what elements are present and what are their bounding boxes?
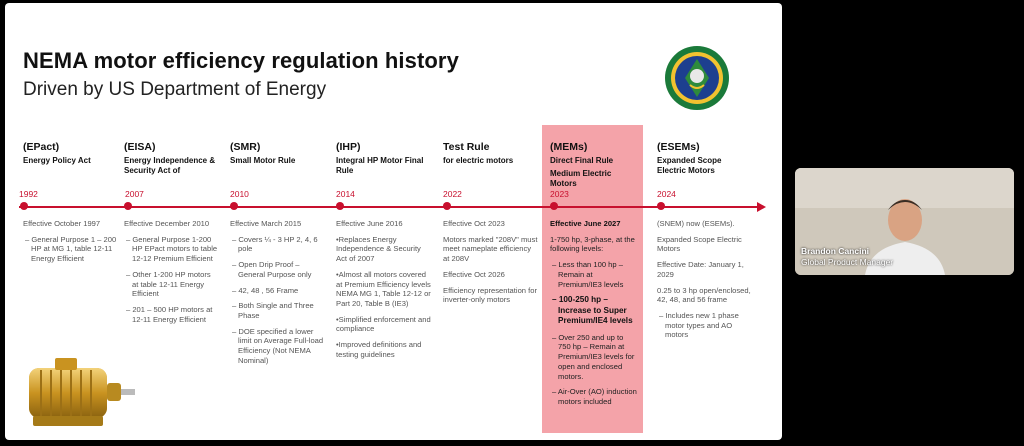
doe-seal-icon (664, 45, 730, 111)
effective-date: Effective June 2016 (336, 219, 403, 228)
year-label: 2024 (657, 189, 676, 199)
timeline-dot (230, 202, 238, 210)
col-fullname: Small Motor Rule (230, 156, 296, 165)
presenter-nametag (801, 246, 893, 268)
bullet: – Over 250 and up to 750 hp – Remain at Premium/IE3 levels for open and enclosed motors. (552, 332, 635, 381)
timeline-col-test-rule (443, 141, 538, 166)
timeline-col-mems (550, 141, 638, 189)
presenter-video[interactable] (795, 168, 1014, 275)
year-label: 2023 (550, 189, 569, 199)
col-acronym: (ESEMs) (657, 141, 700, 153)
col-fullname: Energy Independence & Security Act of (124, 156, 216, 175)
bullet: •Almost all motors covered at Premium Efficiency levels NEMA MG 1, Table 12-12 or Part 20, Table B (IE3) (336, 269, 431, 308)
timeline-col-eisa (124, 141, 219, 176)
year-label: 1992 (19, 189, 38, 199)
year-label: 2010 (230, 189, 249, 199)
col-body (550, 219, 638, 413)
timeline-col-esems (657, 141, 752, 176)
effective-date: Effective Date: January 1, 2029 (657, 260, 744, 279)
bullet: – Air-Over (AO) induction motors included (552, 387, 637, 406)
col-fullname: Direct Final Rule (550, 156, 614, 165)
bullet: – 201 – 500 HP motors at 12-11 Energy Efficient (126, 304, 213, 324)
col-body (230, 219, 325, 371)
timeline-col-ihp (336, 141, 431, 176)
col-fullname: Energy Policy Act (23, 156, 91, 165)
presentation-slide (5, 3, 782, 440)
bullet: Expanded Scope Electric Motors (657, 234, 742, 254)
col-body (23, 219, 118, 270)
bullet: 0.25 to 3 hp open/enclosed, 42, 48, and 56 frame (657, 285, 751, 305)
col-acronym: (EISA) (124, 141, 156, 153)
bullet: – Includes new 1 phase motor types and AO motors (659, 310, 739, 340)
year-label: 2022 (443, 189, 462, 199)
col-acronym: Test Rule (443, 141, 490, 153)
effective-date: Effective Oct 2023 (443, 219, 505, 228)
bullet: – Other 1-200 HP motors at table 12-11 Energy Efficient (126, 269, 211, 299)
bullet: 1-750 hp, 3-phase, at the following levels: (550, 234, 635, 254)
bullet: Efficiency representation for inverter-only motors (443, 285, 537, 305)
year-label: 2014 (336, 189, 355, 199)
col-fullname: Integral HP Motor Final Rule (336, 156, 424, 175)
col-fullname: for electric motors (443, 156, 514, 165)
effective-date: Effective December 2010 (124, 219, 210, 228)
bullet: Motors marked "208V" must meet nameplate efficiency at 208V (443, 234, 538, 264)
bullet: – Less than 100 hp – Remain at Premium/IE3 levels (552, 260, 624, 289)
bullet: •Simplified enforcement and compliance (336, 314, 431, 334)
bullet: – Both Single and Three Phase (232, 301, 314, 320)
col-acronym: (MEMs) (550, 141, 588, 153)
timeline-dot (550, 202, 558, 210)
effective-date: Effective June 2027 (550, 219, 621, 228)
presenter-role: Global Product Manager (801, 257, 894, 267)
slide-subtitle: Driven by US Department of Energy (23, 79, 327, 100)
bullet-emphasis: – 100-250 hp – Increase to Super Premium/IE4 levels (552, 295, 633, 326)
col-body (336, 219, 431, 365)
col-body (124, 219, 219, 330)
timeline-dot (657, 202, 665, 210)
col-body (657, 219, 752, 346)
timeline-col-epact (23, 141, 118, 166)
bullet: •Replaces Energy Independence & Security Act of 2007 (336, 234, 421, 264)
timeline-dot (443, 202, 451, 210)
effective-date: Effective March 2015 (230, 219, 302, 228)
bullet: – General Purpose 1-200 HP EPact motors to table 12-12 Premium Efficient (126, 234, 218, 264)
col-acronym: (IHP) (336, 141, 361, 153)
bullet: – Open Drip Proof – General Purpose only (232, 260, 312, 279)
presenter-name: Brandon Cancini (801, 246, 870, 256)
timeline-col-smr (230, 141, 325, 166)
bullet: •Improved definitions and testing guidelines (336, 340, 422, 359)
timeline-dot (336, 202, 344, 210)
timeline-dot (20, 202, 28, 210)
year-label: 2007 (125, 189, 144, 199)
col-body (443, 219, 538, 311)
col-acronym: (SMR) (230, 141, 261, 153)
electric-motor-image (15, 348, 140, 433)
effective-date: Effective October 1997 (23, 219, 101, 228)
timeline-dot (124, 202, 132, 210)
effective-date: Effective Oct 2026 (443, 269, 505, 279)
col-acronym: (EPact) (23, 141, 60, 153)
timeline-arrow-icon (757, 202, 766, 212)
col-fullname: Expanded Scope Electric Motors (657, 156, 722, 175)
col-fullname-2: Medium Electric Motors (550, 169, 612, 188)
bullet: – Covers ¼ - 3 HP 2, 4, 6 pole (232, 234, 318, 254)
bullet: (SNEM) now (ESEMs). (657, 219, 735, 228)
slide-title: NEMA motor efficiency regulation history (23, 48, 459, 73)
bullet: – DOE specified a lower limit on Average Full-load Efficiency (Not NEMA Nominal) (232, 326, 324, 365)
bullet: – General Purpose 1 – 200 HP at MG 1, table 12-11 Energy Efficient (25, 234, 117, 264)
bullet: – 42, 48 , 56 Frame (232, 285, 299, 295)
